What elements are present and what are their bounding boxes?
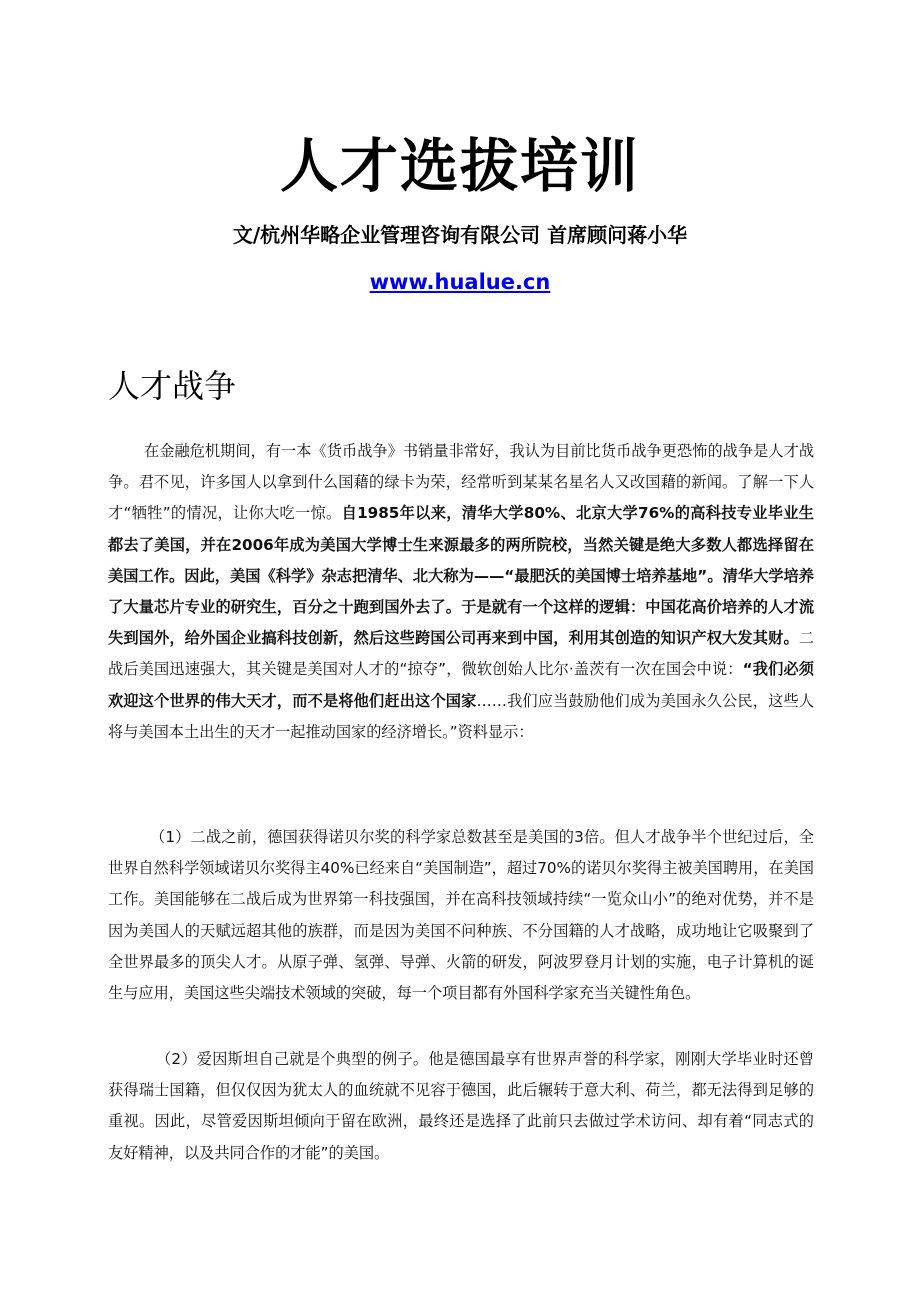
- paragraph-nobel: （1）二战之前，德国获得诺贝尔奖的科学家总数甚至是美国的3倍。但人才战争半个世纪过后，全世界自然科学领域诺贝尔奖得主40%已经来自“美国制造”，超过70%的诺贝尔奖得主被美国聘用，在美国工作。美国能够在二战后成为世界第一科技强国，并在高科技领域持续“一览众山小”的绝对优势，并不是因为美国人的天赋远超其他的族群，而是因为美国不问种族、不分国籍的人才战略，成功地让它吸聚到了全世界最多的顶尖人才。从原子弹、氢弹、导弹、火箭的研发，阿波罗登月计划的实施，电子计算机的诞生与应用，美国这些尖端技术领域的突破，每一个项目都有外国科学家充当关键性角色。: [108, 828, 814, 1003]
- gates-quote-bold: “我们必须欢迎这个世界的伟大天才，而不是将他们赶出这个国家: [108, 660, 814, 710]
- paragraph-text: ……我们应当鼓励他们成为美国永久公民，这些人将与美国本土出生的天才一起推动国家的经济增长。”资料显示：: [108, 691, 815, 741]
- paragraph-bold-text: 自1985年以来，清华大学80%、北京大学76%的高科技专业毕业生都去了美国，并在2006年成为美国大学博士生来源最多的两所院校，当然关键是绝大多数人都选择留在美国工作。因此，美国《科学》杂志把清华、北大称为——“最肥沃的美国博士培养基地”。清华大学培养了大量芯片专业的研究生，百分之十跑到国外去了。于是就有一个这样的逻辑：中国花高价培养的人才流失到国外，给外国企业搞科技创新，然后这些跨国公司再来到中国，利用其创造的知识产权大发其财。: [108, 504, 814, 648]
- paragraph-talent-war: [108, 436, 814, 748]
- paragraph-text: 二战后美国迅速强大，其关键是美国对人才的“掠夺”，微软创始人比尔·盖茨有一次在国会中说：: [108, 629, 814, 679]
- author-byline: 文/杭州华略企业管理咨询有限公司 首席顾问蒋小华: [232, 223, 688, 247]
- section-heading: 人才战争: [108, 367, 237, 405]
- website-link[interactable]: www.hualue.cn: [369, 270, 551, 294]
- paragraph-einstein: （2）爱因斯坦自己就是个典型的例子。他是德国最享有世界声誉的科学家，刚刚大学毕业时还曾获得瑞士国籍，但仅仅因为犹太人的血统就不见容于德国，此后辗转于意大利、荷兰，都无法得到足够的重视。因此，尽管爱因斯坦倾向于留在欧洲，最终还是选择了此前只去做过学术访问、却有着“同志式的友好精神，以及共同合作的才能”的美国。: [108, 1050, 814, 1162]
- document-title: 人才选拔培训: [279, 132, 640, 200]
- paragraph-text: 在金融危机期间，有一本《货币战争》书销量非常好，我认为目前比货币战争更恐怖的战争是人才战争。君不见，许多国人以拿到什么国藉的绿卡为荣，经常听到某某名星名人又改国藉的新闻。了解一下人才“牺牲”的情况，让你大吃一惊。: [108, 442, 814, 523]
